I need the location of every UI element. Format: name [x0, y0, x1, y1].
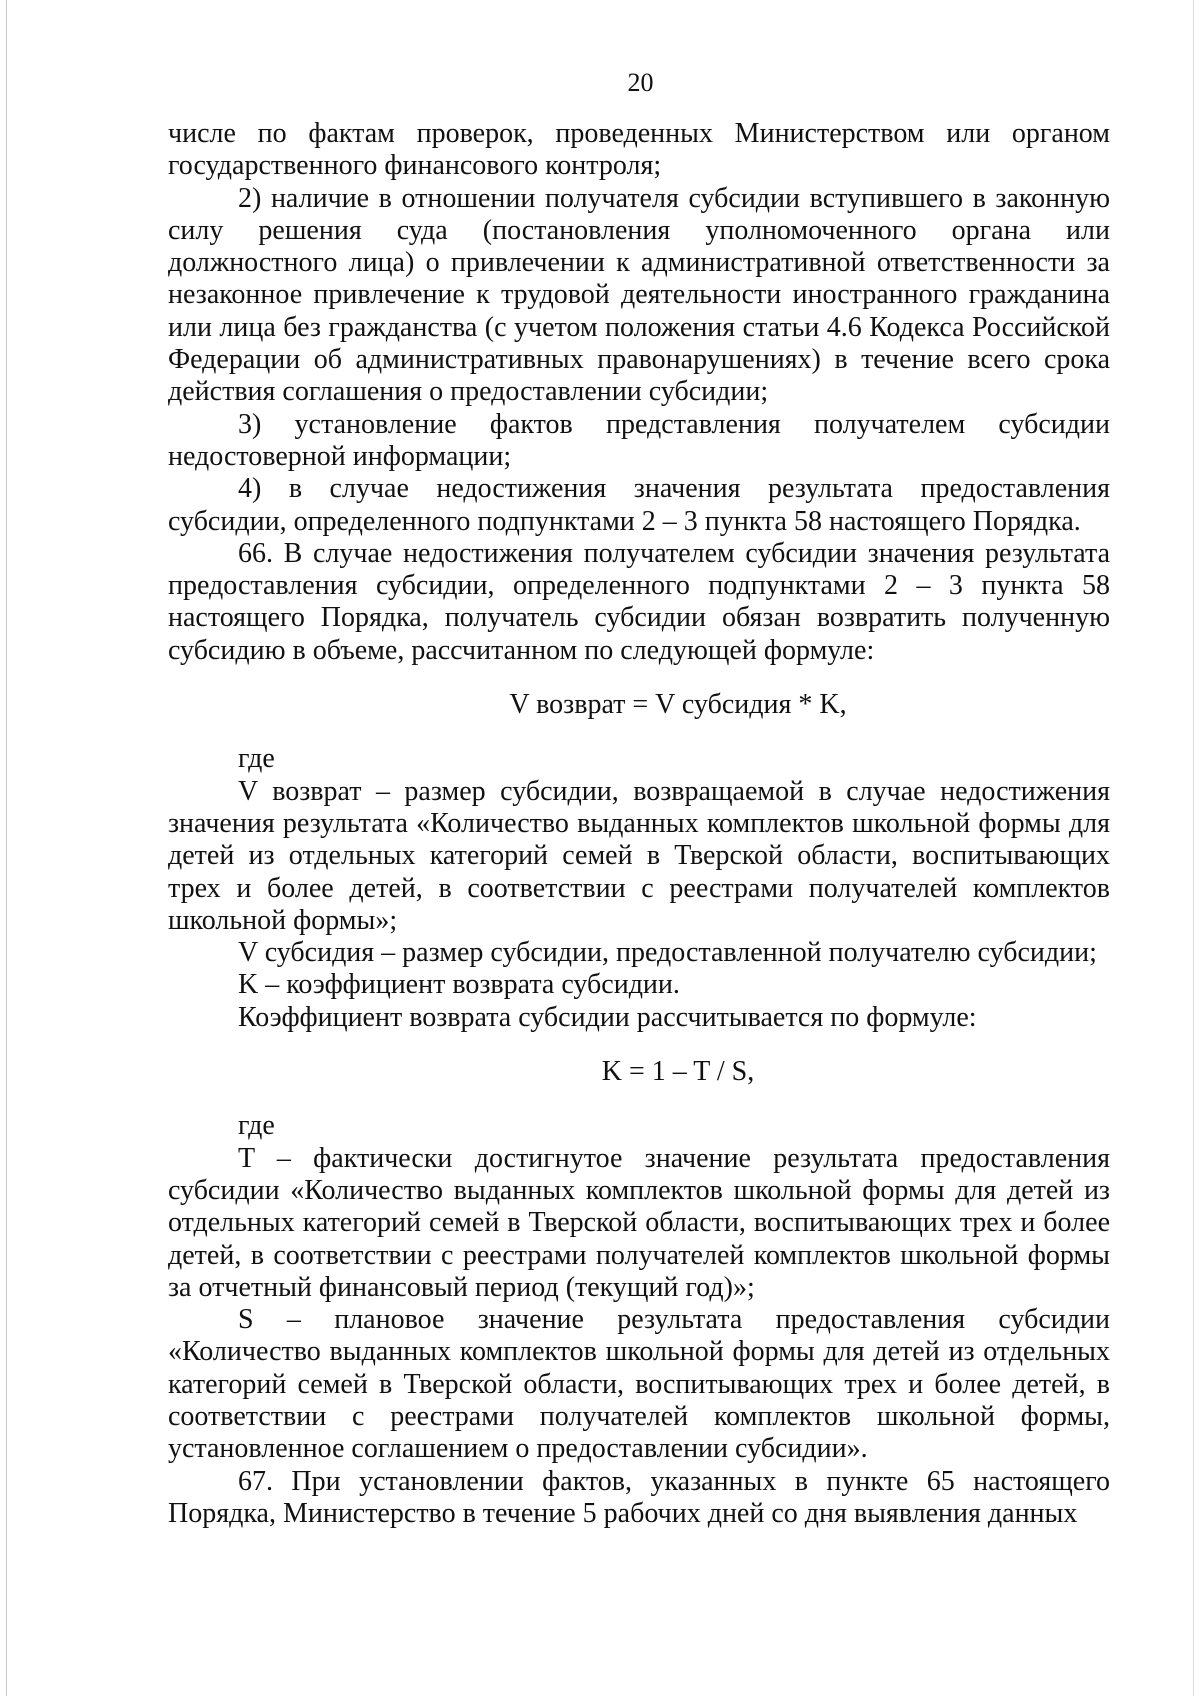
clause-66: 66. В случае недостижения получателем субсидии значения результата предоставления субсидии, определенного подпунктами 2 – 3 пункта 58 настоящего Порядка, получатель субсидии обязан возвратить полученную субсидию в объеме, рассчитанном по следующей формуле:: [168, 537, 1110, 666]
definition-s: S – плановое значение результата предоставления субсидии «Количество выданных комплектов школьной формы для детей из отдельных категорий семей в Тверской области, воспитывающих трех и более детей, в соответствии с реестрами получателей комплектов школьной формы, установленное соглашением о предоставлении субсидии».: [168, 1304, 1110, 1465]
paragraph-continuation: числе по фактам проверок, проведенных Министерством или органом государственного финансового контроля;: [168, 118, 1110, 182]
definition-t: T – фактически достигнутое значение результата предоставления субсидии «Количество выданных комплектов школьной формы для детей из отдельных категорий семей в Тверской области, воспитывающих трех и более детей, в соответствии с реестрами получателей комплектов школьной формы за отчетный финансовый период (текущий год)»;: [168, 1142, 1110, 1303]
list-item-3: 3) установление фактов представления получателем субсидии недостоверной информации;: [168, 408, 1110, 472]
coefficient-intro: Коэффициент возврата субсидии рассчитывается по формуле:: [238, 1001, 977, 1033]
definition-k: K – коэффициент возврата субсидии.: [238, 969, 680, 1001]
page-number: 20: [627, 68, 654, 97]
formula-return-volume: V возврат = V субсидия * K,: [509, 689, 847, 721]
document-body: [168, 118, 1110, 1530]
clause-67: 67. При установлении фактов, указанных в пункте 65 настоящего Порядка, Министерство в течение 5 рабочих дней со дня выявления данных: [168, 1465, 1110, 1529]
where-label: где: [238, 1110, 275, 1142]
formula-coefficient: K = 1 – T / S,: [601, 1056, 755, 1088]
definition-v-subsidy: V субсидия – размер субсидии, предоставленной получателю субсидии;: [238, 937, 1097, 969]
list-item-4: 4) в случае недостижения значения результата предоставления субсидии, определенного подпунктами 2 – 3 пункта 58 настоящего Порядка.: [168, 473, 1110, 537]
where-label: где: [238, 743, 275, 775]
definition-v-return: V возврат – размер субсидии, возвращаемой в случае недостижения значения результата «Количество выданных комплектов школьной формы для детей из отдельных категорий семей в Тверской области, воспитывающих трех и более детей, в соответствии с реестрами получателей комплектов школьной формы»;: [168, 775, 1110, 936]
list-item-2: 2) наличие в отношении получателя субсидии вступившего в законную силу решения суда (постановления уполномоченного органа или должностного лица) о привлечении к административной ответственности за незаконное привлечение к трудовой деятельности иностранного гражданина или лица без гражданства (с учетом положения статьи 4.6 Кодекса Российской Федерации об административных правонарушениях) в течение всего срока действия соглашения о предоставлении субсидии;: [168, 182, 1110, 408]
